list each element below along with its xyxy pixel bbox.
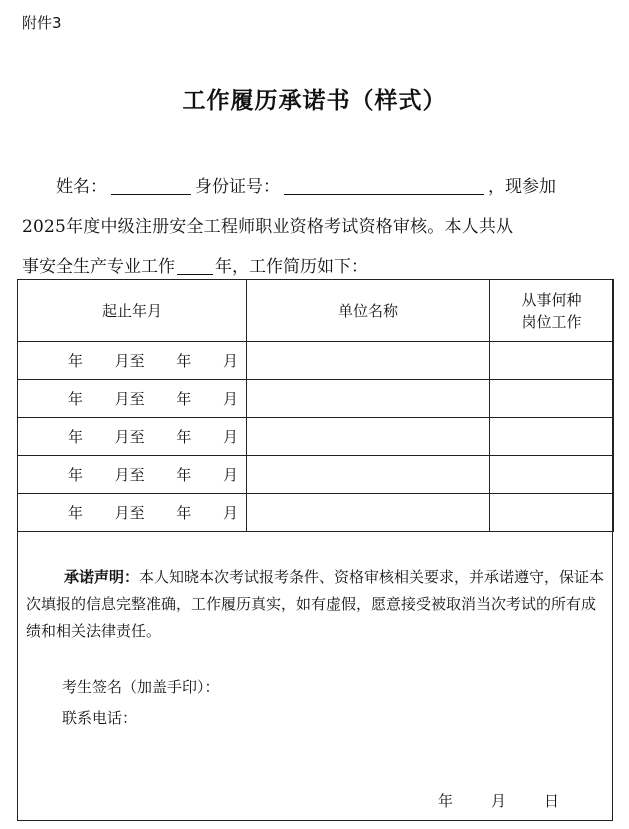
years-blank[interactable]	[177, 256, 213, 275]
period-cell[interactable]	[18, 342, 247, 380]
start-year: 年	[68, 352, 84, 370]
intro-line3-after: 年，工作简历如下：	[215, 257, 368, 277]
date-day: 日	[544, 792, 560, 810]
header-employer: 单位名称	[247, 280, 490, 342]
employer-cell[interactable]	[247, 342, 490, 380]
header-period: 起止年月	[18, 280, 247, 342]
end-month: 月	[222, 352, 238, 370]
table-header-row	[18, 280, 614, 342]
position-cell[interactable]	[490, 418, 614, 456]
name-label: 姓名：	[56, 177, 107, 197]
pledge-label: 承诺声明：	[64, 568, 140, 586]
employer-cell[interactable]	[247, 494, 490, 532]
work-history-table	[17, 279, 614, 532]
start-month: 月至	[114, 390, 145, 408]
employer-cell[interactable]	[247, 418, 490, 456]
position-cell[interactable]	[490, 342, 614, 380]
signature-label: 考生签名（加盖手印）：	[62, 678, 220, 696]
table-row	[18, 342, 614, 380]
start-year: 年	[68, 428, 84, 446]
date-year: 年	[438, 792, 454, 810]
employer-cell[interactable]	[247, 380, 490, 418]
end-year: 年	[176, 390, 192, 408]
table-row	[18, 418, 614, 456]
header-position-line-1: 从事何种	[521, 290, 582, 309]
period-text	[18, 350, 246, 371]
attachment-label: 附件3	[22, 14, 62, 32]
employer-cell[interactable]	[247, 456, 490, 494]
end-month: 月	[222, 504, 238, 522]
header-position	[490, 280, 614, 342]
intro-line3-before: 事安全生产专业工作	[22, 257, 175, 277]
period-text	[18, 388, 246, 409]
position-cell[interactable]	[490, 380, 614, 418]
end-year: 年	[176, 352, 192, 370]
start-month: 月至	[114, 428, 145, 446]
position-cell[interactable]	[490, 494, 614, 532]
phone-label: 联系电话：	[62, 709, 138, 727]
end-month: 月	[222, 390, 238, 408]
start-month: 月至	[114, 504, 145, 522]
table-row	[18, 380, 614, 418]
end-year: 年	[176, 428, 192, 446]
id-label: 身份证号：	[195, 177, 280, 197]
period-cell[interactable]	[18, 418, 247, 456]
intro-after-id: ，现参加	[488, 177, 556, 197]
start-year: 年	[68, 466, 84, 484]
start-year: 年	[68, 390, 84, 408]
table-row	[18, 456, 614, 494]
period-cell[interactable]	[18, 456, 247, 494]
pledge-text: 本人知晓本次考试报考条件、资格审核相关要求，并承诺遵守，保证本次填报的信息完整准确，工作履历真实，如有虚假，愿意接受被取消当次考试的所有成绩和相关法律责任。	[26, 568, 605, 640]
table-row	[18, 494, 614, 532]
start-year: 年	[68, 504, 84, 522]
id-number-blank[interactable]	[284, 176, 484, 195]
pledge-statement	[26, 564, 608, 645]
period-cell[interactable]	[18, 494, 247, 532]
intro-line-1	[22, 172, 614, 197]
period-cell[interactable]	[18, 380, 247, 418]
name-blank[interactable]	[111, 176, 191, 195]
period-text	[18, 464, 246, 485]
sign-date	[438, 790, 559, 811]
intro-line-3	[22, 252, 614, 277]
start-month: 月至	[114, 352, 145, 370]
header-position-line-2: 岗位工作	[521, 312, 582, 331]
end-year: 年	[176, 466, 192, 484]
end-month: 月	[222, 428, 238, 446]
intro-line-2: 2025年度中级注册安全工程师职业资格考试资格审核。本人共从	[22, 217, 514, 237]
period-text	[18, 426, 246, 447]
date-month: 月	[491, 792, 507, 810]
end-year: 年	[176, 504, 192, 522]
start-month: 月至	[114, 466, 145, 484]
page-title: 工作履历承诺书（样式）	[182, 88, 447, 114]
period-text	[18, 502, 246, 523]
position-cell[interactable]	[490, 456, 614, 494]
end-month: 月	[222, 466, 238, 484]
